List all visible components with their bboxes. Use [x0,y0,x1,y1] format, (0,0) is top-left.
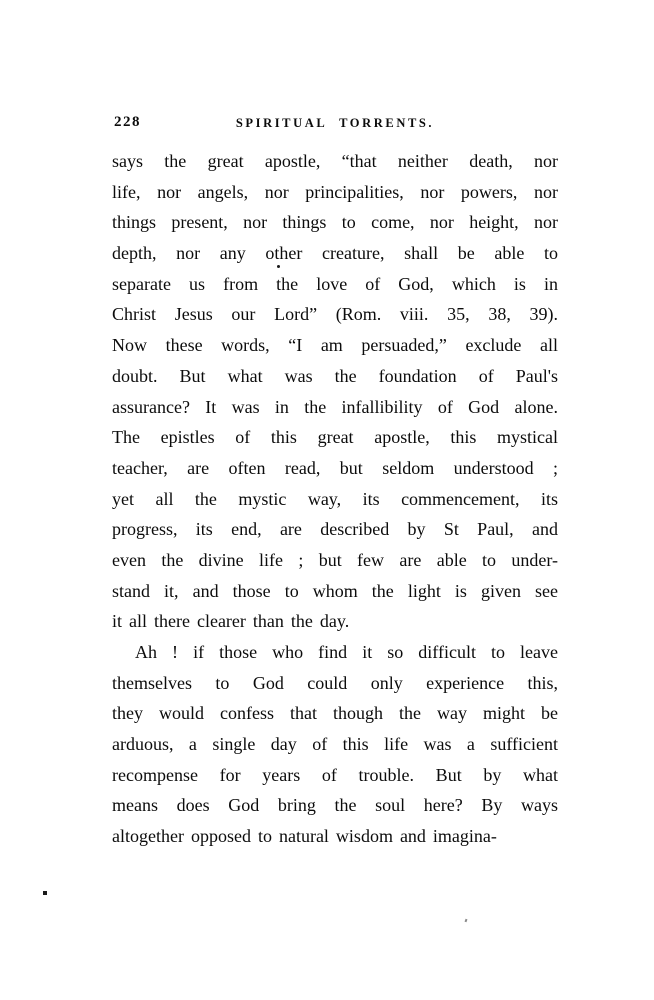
text-line: themselves to God could only experience this, [112,672,558,693]
text-line: The epistles of this great apostle, this mystical [112,427,558,448]
text-line: means does God bring the soul here? By ways [112,795,558,816]
text-line: separate us from the love of God, which is in [112,273,558,294]
text-line: things present, nor things to come, nor height, nor [112,212,558,233]
text-line: Christ Jesus our Lord” (Rom. viii. 35, 38, 39). [112,304,558,325]
text-line: teacher, are often read, but seldom understood ; [112,457,558,478]
ink-speck [43,891,47,895]
text-line: altogether opposed to natural wisdom and imagina- [112,826,497,847]
page-number: 228 [114,114,141,130]
body-text [112,146,558,852]
text-line: doubt. But what was the foundation of Paul's [112,365,558,386]
text-line: recompense for years of trouble. But by what [112,764,558,785]
ink-speck [277,265,280,268]
text-line: progress, its end, are described by St Paul, and [112,519,558,540]
text-line: Ah ! if those who find it so difficult to leave [135,642,558,662]
text-line: arduous, a single day of this life was a sufficient [112,734,558,755]
running-header: SPIRITUAL TORRENTS. [235,116,435,130]
text-line: depth, nor any other creature, shall be able to [112,243,558,264]
text-line: yet all the mystic way, its commencement, its [112,488,558,509]
text-line: assurance? It was in the infallibility of God alone. [112,396,558,417]
ink-speck [465,919,468,923]
text-line: Now these words, “I am persuaded,” exclude all [112,335,558,356]
text-line: stand it, and those to whom the light is given see [112,580,558,601]
text-line: life, nor angels, nor principalities, nor powers, nor [112,181,558,202]
text-line: they would confess that though the way might be [112,703,558,724]
text-line: it all there clearer than the day. [112,611,350,632]
text-line: says the great apostle, “that neither death, nor [112,151,558,171]
text-line: even the divine life ; but few are able to under- [112,549,558,570]
